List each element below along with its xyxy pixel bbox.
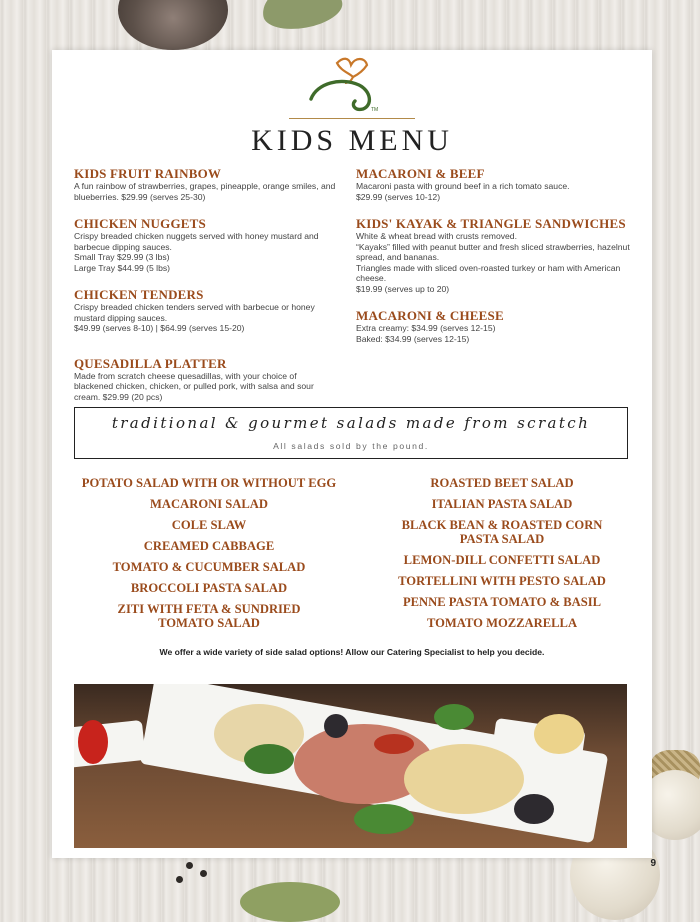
salad-item: ITALIAN PASTA SALAD — [431, 497, 573, 511]
salad-item: BLACK BEAN & ROASTED CORN PASTA SALAD — [401, 518, 603, 546]
sundried-tomato-decoration — [374, 734, 414, 754]
menu-item-name: MACARONI & BEEF — [356, 166, 485, 181]
menu-item — [356, 166, 632, 202]
menu-item-description: “Kayaks” filled with peanut butter and fresh sliced strawberries, hazelnut spread, and bananas. — [356, 241, 630, 262]
menu-item-price: $29.99 (serves 10-12) — [356, 191, 441, 202]
menu-page — [52, 50, 652, 858]
menu-item-name: CHICKEN NUGGETS — [74, 216, 206, 231]
salads-heading: traditional & gourmet salads made from scratch — [111, 414, 591, 432]
menu-item — [356, 308, 632, 344]
salad-item: ZITI WITH FETA & SUNDRIED TOMATO SALAD — [117, 602, 301, 630]
menu-item-price: Baked: $34.99 (serves 12-15) — [356, 333, 470, 344]
menu-item-price: Extra creamy: $34.99 (serves 12-15) — [356, 323, 496, 333]
menu-item — [74, 356, 336, 403]
menu-column-right — [356, 166, 632, 358]
page-title: KIDS MENU — [251, 124, 453, 157]
menu-item-description: White & wheat bread with crusts removed. — [356, 231, 517, 241]
menu-item — [74, 287, 336, 334]
menu-item-description: Crispy breaded chicken tenders served with barbecue or honey mustard dipping sauces. — [74, 302, 315, 323]
menu-item-description: Crispy breaded chicken nuggets served with honey mustard and barbecue dipping sauces. — [74, 231, 319, 252]
svg-text:TM: TM — [371, 107, 379, 113]
basil-leaf-decoration — [434, 704, 474, 730]
logo-divider — [289, 118, 415, 119]
menu-item — [74, 216, 336, 273]
salad-item: TOMATO MOZZARELLA — [426, 616, 578, 630]
logo-icon — [307, 55, 397, 113]
menu-item-description: A fun rainbow of strawberries, grapes, pineapple, orange smiles, and blueberries. $29.99 (serves 25-30) — [74, 181, 336, 202]
menu-item-name: CHICKEN TENDERS — [74, 287, 204, 302]
pasta-decoration — [404, 744, 524, 814]
tomato-decoration — [78, 720, 108, 764]
menu-item-name: KIDS' KAYAK & TRIANGLE SANDWICHES — [356, 216, 626, 231]
pasta-salad-photo — [74, 684, 627, 848]
menu-item-price: Large Tray $44.99 (5 lbs) — [74, 262, 171, 273]
salad-list-right — [357, 476, 647, 637]
menu-item-name: MACARONI & CHEESE — [356, 308, 504, 323]
salads-banner — [74, 407, 628, 459]
peppercorn-decoration — [200, 870, 207, 877]
salads-subheading: All salads sold by the pound. — [273, 441, 429, 451]
olive-decoration — [514, 794, 554, 824]
bay-leaf-decoration — [240, 882, 340, 922]
menu-item — [74, 166, 336, 202]
pasta-decoration — [534, 714, 584, 754]
menu-item-price: $49.99 (serves 8-10) | $64.99 (serves 15-20) — [74, 323, 245, 333]
menu-item-price: $19.99 (serves up to 20) — [356, 283, 450, 294]
salad-item: COLE SLAW — [171, 518, 247, 532]
salad-item: LEMON-DILL CONFETTI SALAD — [403, 553, 601, 567]
salad-list-left — [66, 476, 352, 637]
menu-item-name: KIDS FRUIT RAINBOW — [74, 166, 222, 181]
spice-bowl-decoration — [118, 0, 228, 50]
menu-item-description: Macaroni pasta with ground beef in a rich tomato sauce. — [356, 181, 570, 191]
salad-item: MACARONI SALAD — [150, 497, 268, 511]
salad-item: ROASTED BEET SALAD — [430, 476, 574, 490]
salad-item: TORTELLINI WITH PESTO SALAD — [398, 574, 606, 588]
basil-leaf-decoration — [354, 804, 414, 834]
menu-item-price: Small Tray $29.99 (3 lbs) — [74, 252, 170, 262]
salad-item: CREAMED CABBAGE — [143, 539, 275, 553]
bay-leaf-decoration — [259, 0, 346, 35]
menu-item-description: Made from scratch cheese quesadillas, with your choice of blackened chicken, chicken, or pulled pork, with salsa and sour cream. $29.99 (20 pcs) — [74, 370, 314, 402]
salad-item: BROCCOLI PASTA SALAD — [130, 581, 288, 595]
salad-item: POTATO SALAD WITH OR WITHOUT EGG — [81, 476, 337, 490]
olive-decoration — [324, 714, 348, 738]
basil-leaf-decoration — [244, 744, 294, 774]
menu-item-description: Triangles made with sliced oven-roasted turkey or ham with American cheese. — [356, 262, 621, 283]
peppercorn-decoration — [176, 876, 183, 883]
menu-item — [356, 216, 632, 294]
salads-note: We offer a wide variety of side salad options! Allow our Catering Specialist to help you decide. — [159, 647, 545, 657]
salad-item: PENNE PASTA TOMATO & BASIL — [402, 595, 602, 609]
menu-item-name: QUESADILLA PLATTER — [74, 355, 227, 371]
salad-item: TOMATO & CUCUMBER SALAD — [112, 560, 306, 574]
peppercorn-decoration — [186, 862, 193, 869]
menu-column-left — [74, 166, 336, 416]
page-number: 9 — [650, 858, 656, 869]
